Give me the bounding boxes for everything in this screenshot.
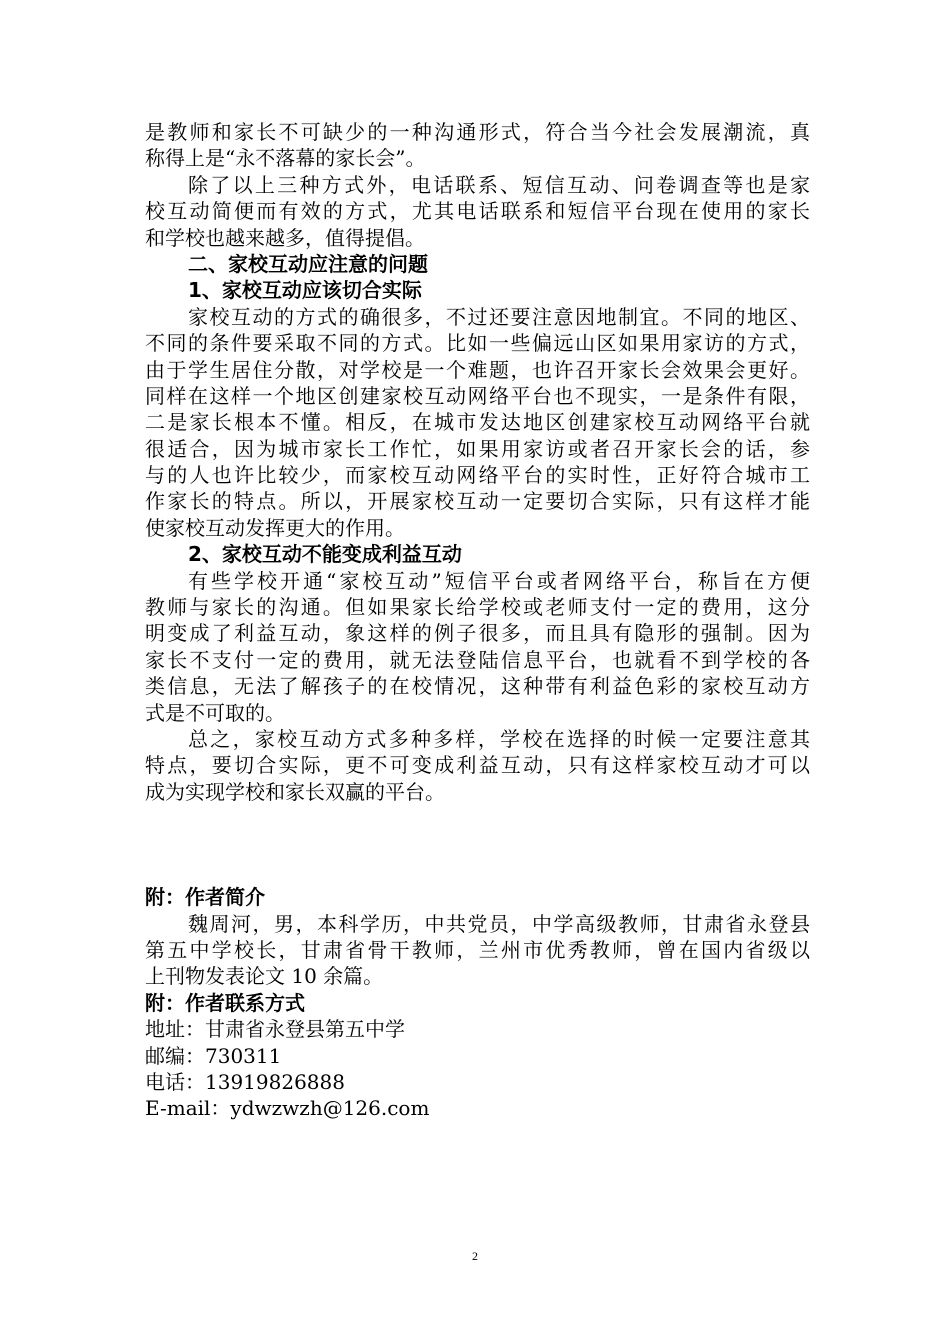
document-page [145, 119, 810, 1122]
contact-email: E-mail：ydwzwzh@126.com [145, 1096, 430, 1121]
text-line: 式是不可取的。 [145, 700, 285, 725]
subsection-heading: 1、家校互动应该切合实际 [188, 278, 422, 303]
text-line: 上刊物发表论文 10 余篇。 [145, 964, 384, 989]
contact-address: 地址：甘肃省永登县第五中学 [145, 1017, 405, 1042]
text-line: 同样在这样一个地区创建家校互动网络平台也不现实，一是条件有限， [145, 383, 810, 408]
text-line: 除了以上三种方式外，电话联系、短信互动、问卷调查等也是家 [188, 172, 810, 197]
text-line: 作家长的特点。所以，开展家校互动一定要切合实际，只有这样才能 [145, 489, 810, 514]
contact-postcode: 邮编：730311 [145, 1043, 282, 1068]
text-line: 家长不支付一定的费用，就无法登陆信息平台，也就看不到学校的各 [145, 647, 810, 672]
text-line: 类信息，无法了解孩子的在校情况，这种带有利益色彩的家校互动方 [145, 674, 810, 699]
subsection-heading: 2、家校互动不能变成利益互动 [188, 542, 462, 567]
text-line: 与的人也许比较少，而家校互动网络平台的实时性，正好符合城市工 [145, 463, 810, 488]
author-contact [145, 1016, 810, 1122]
paragraph-summary [145, 726, 810, 805]
text-line: 第五中学校长，甘肃省骨干教师，兰州市优秀教师，曾在国内省级以 [145, 937, 810, 962]
author-bio [145, 911, 810, 990]
text-line: 魏周河，男，本科学历，中共党员，中学高级教师，甘肃省永登县 [188, 911, 810, 936]
text-line: 很适合，因为城市家长工作忙，如果用家访或者召开家长会的话，参 [145, 436, 810, 461]
text-line: 是教师和家长不可缺少的一种沟通形式，符合当今社会发展潮流，真 [145, 120, 810, 144]
text-line: 教师与家长的沟通。但如果家长给学校或老师支付一定的费用，这分 [145, 595, 810, 620]
page-number: 2 [472, 1249, 478, 1263]
paragraph-other-methods [145, 172, 810, 251]
paragraph-intro [145, 119, 810, 172]
spacer [145, 805, 810, 884]
text-line: 二是家长根本不懂。相反，在城市发达地区创建家校互动网络平台就 [145, 410, 810, 435]
text-line: 家校互动的方式的确很多，不过还要注意因地制宜。不同的地区、 [188, 304, 810, 329]
paragraph-profit [145, 568, 810, 726]
author-contact-heading: 附：作者联系方式 [145, 990, 305, 1015]
text-line: 和学校也越来越多，值得提倡。 [145, 225, 425, 250]
contact-phone: 电话：13919826888 [145, 1069, 345, 1094]
text-line: 明变成了利益互动，象这样的例子很多，而且具有隐形的强制。因为 [145, 621, 810, 646]
text-line: 称得上是“永不落幕的家长会”。 [145, 146, 426, 171]
paragraph-practical [145, 304, 810, 542]
text-line: 特点，要切合实际，更不可变成利益互动，只有这样家校互动才可以 [145, 753, 810, 778]
text-line: 使家校互动发挥更大的作用。 [145, 515, 405, 540]
author-bio-heading: 附：作者简介 [145, 885, 265, 910]
text-line: 由于学生居住分散，对学校是一个难题，也许召开家长会效果会更好。 [145, 357, 810, 382]
text-line: 有些学校开通“家校互动”短信平台或者网络平台，称旨在方便 [188, 568, 810, 593]
text-line: 校互动简便而有效的方式，尤其电话联系和短信平台现在使用的家长 [145, 199, 810, 224]
section-heading: 二、家校互动应注意的问题 [188, 251, 428, 276]
text-line: 总之，家校互动方式多种多样，学校在选择的时候一定要注意其 [188, 726, 810, 751]
text-line: 不同的条件要采取不同的方式。比如一些偏远山区如果用家访的方式， [145, 331, 810, 356]
text-line: 成为实现学校和家长双赢的平台。 [145, 779, 445, 804]
